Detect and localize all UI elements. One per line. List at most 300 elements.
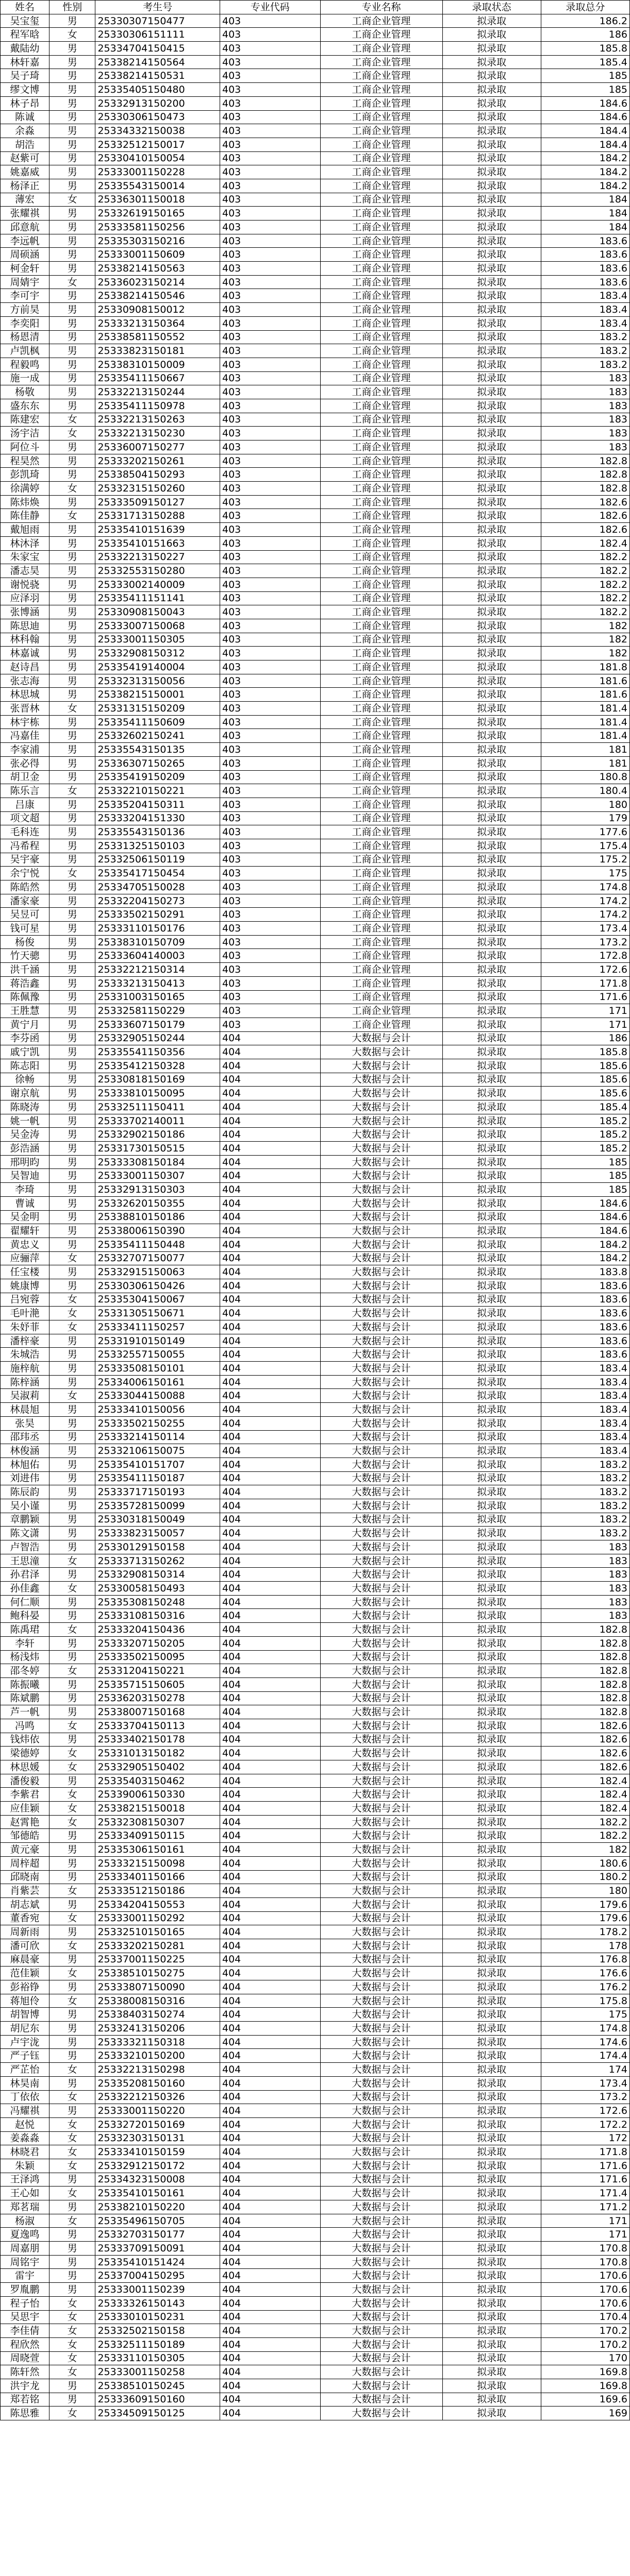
cell-major-code: 404 [220, 2104, 320, 2118]
cell-admission-status: 拟录取 [442, 647, 541, 660]
cell-admission-status: 拟录取 [442, 1527, 541, 1540]
cell-major-code: 403 [220, 262, 320, 276]
cell-total-score: 173.4 [541, 922, 629, 936]
cell-admission-status: 拟录取 [442, 2145, 541, 2159]
cell-name: 梁德婷 [1, 1747, 49, 1760]
table-row [1, 303, 630, 317]
cell-name: 林思城 [1, 688, 49, 702]
table-row [1, 2214, 630, 2228]
table-row [1, 1568, 630, 1582]
cell-total-score: 183 [541, 1609, 629, 1623]
cell-gender: 男 [49, 1458, 95, 1471]
cell-name: 陈振曦 [1, 1677, 49, 1691]
table-row [1, 262, 630, 276]
cell-total-score: 181 [541, 756, 629, 770]
cell-admission-status: 拟录取 [442, 2008, 541, 2022]
cell-candidate-id: 25336007150277 [95, 440, 220, 454]
cell-admission-status: 拟录取 [442, 1169, 541, 1183]
cell-total-score: 182.6 [541, 1719, 629, 1733]
cell-major-code: 404 [220, 2283, 320, 2297]
cell-candidate-id: 25332908150314 [95, 1568, 220, 1582]
cell-gender: 女 [49, 275, 95, 289]
cell-admission-status: 拟录取 [442, 2214, 541, 2228]
cell-total-score: 183.6 [541, 248, 629, 262]
table-row [1, 69, 630, 83]
cell-total-score: 183.6 [541, 1334, 629, 1348]
cell-admission-status: 拟录取 [442, 28, 541, 42]
cell-name: 吴金明 [1, 1210, 49, 1224]
cell-major-name: 大数据与会计 [320, 1925, 442, 1939]
table-row [1, 1650, 630, 1664]
cell-major-code: 404 [220, 1843, 320, 1857]
cell-admission-status: 拟录取 [442, 990, 541, 1004]
cell-name: 朱颖 [1, 2159, 49, 2173]
cell-candidate-id: 25333717150193 [95, 1485, 220, 1499]
cell-major-code: 404 [220, 1884, 320, 1898]
cell-name: 胡浩 [1, 138, 49, 151]
cell-total-score: 183.6 [541, 1279, 629, 1293]
cell-admission-status: 拟录取 [442, 316, 541, 330]
table-row [1, 1994, 630, 2008]
cell-total-score: 182.2 [541, 1829, 629, 1843]
cell-major-code: 404 [220, 1911, 320, 1925]
cell-major-name: 工商企业管理 [320, 83, 442, 97]
cell-total-score: 183 [541, 1568, 629, 1582]
cell-total-score: 182.2 [541, 550, 629, 564]
table-row [1, 880, 630, 894]
table-row [1, 275, 630, 289]
cell-candidate-id: 25335411150667 [95, 371, 220, 385]
cell-major-name: 工商企业管理 [320, 839, 442, 853]
cell-major-code: 404 [220, 2255, 320, 2269]
cell-major-code: 404 [220, 2310, 320, 2324]
cell-candidate-id: 25332502150158 [95, 2324, 220, 2338]
cell-name: 林轩嘉 [1, 55, 49, 69]
cell-total-score: 181.4 [541, 729, 629, 743]
cell-major-name: 工商企业管理 [320, 55, 442, 69]
cell-admission-status: 拟录取 [442, 976, 541, 990]
table-row [1, 894, 630, 908]
cell-name: 卢凯枫 [1, 344, 49, 358]
cell-candidate-id: 25333110150176 [95, 922, 220, 936]
cell-major-name: 大数据与会计 [320, 1142, 442, 1156]
cell-major-code: 403 [220, 207, 320, 221]
cell-gender: 男 [49, 2008, 95, 2022]
cell-name: 柯金轩 [1, 262, 49, 276]
cell-admission-status: 拟录取 [442, 1059, 541, 1073]
table-row [1, 1499, 630, 1513]
cell-gender: 男 [49, 1843, 95, 1857]
cell-candidate-id: 25332213150244 [95, 385, 220, 399]
cell-candidate-id: 25338008150316 [95, 1994, 220, 2008]
cell-total-score: 171 [541, 2228, 629, 2242]
cell-admission-status: 拟录取 [442, 2351, 541, 2365]
cell-major-name: 大数据与会计 [320, 2022, 442, 2036]
cell-gender: 女 [49, 1251, 95, 1265]
table-row [1, 619, 630, 633]
table-row [1, 1815, 630, 1829]
cell-total-score: 182.6 [541, 1760, 629, 1774]
cell-candidate-id: 25333204150436 [95, 1623, 220, 1637]
table-row [1, 371, 630, 385]
cell-major-name: 大数据与会计 [320, 1843, 442, 1857]
cell-admission-status: 拟录取 [442, 1018, 541, 1031]
cell-gender: 女 [49, 1939, 95, 1953]
header-row [1, 1, 630, 14]
cell-major-name: 工商企业管理 [320, 880, 442, 894]
table-row [1, 1980, 630, 1994]
cell-major-name: 大数据与会计 [320, 1279, 442, 1293]
cell-gender: 男 [49, 1444, 95, 1458]
table-row [1, 2351, 630, 2365]
cell-gender: 男 [49, 289, 95, 303]
cell-name: 吴宇豪 [1, 853, 49, 867]
cell-total-score: 171.4 [541, 2187, 629, 2200]
cell-major-name: 大数据与会计 [320, 1609, 442, 1623]
cell-major-name: 工商企业管理 [320, 619, 442, 633]
cell-candidate-id: 25338510150245 [95, 2379, 220, 2393]
cell-major-code: 404 [220, 1362, 320, 1376]
cell-name: 陈建宏 [1, 413, 49, 427]
cell-major-code: 403 [220, 564, 320, 578]
cell-name: 陈思雅 [1, 2406, 49, 2420]
cell-name: 邵冬婷 [1, 1664, 49, 1678]
cell-admission-status: 拟录取 [442, 935, 541, 949]
cell-major-code: 404 [220, 2145, 320, 2159]
cell-candidate-id: 25338581150552 [95, 330, 220, 344]
cell-admission-status: 拟录取 [442, 151, 541, 165]
cell-major-name: 工商企业管理 [320, 14, 442, 28]
cell-major-code: 404 [220, 2296, 320, 2310]
cell-gender: 男 [49, 1142, 95, 1156]
cell-gender: 女 [49, 2351, 95, 2365]
cell-admission-status: 拟录取 [442, 96, 541, 110]
table-row [1, 853, 630, 867]
cell-candidate-id: 25333410150159 [95, 2145, 220, 2159]
cell-total-score: 185.8 [541, 1045, 629, 1059]
cell-major-name: 工商企业管理 [320, 660, 442, 674]
header-name: 姓名 [1, 1, 49, 14]
cell-total-score: 182 [541, 1843, 629, 1857]
cell-total-score: 182.2 [541, 591, 629, 605]
cell-admission-status: 拟录取 [442, 1568, 541, 1582]
cell-major-code: 403 [220, 702, 320, 716]
cell-name: 李家浦 [1, 743, 49, 757]
cell-name: 陈思迪 [1, 619, 49, 633]
cell-candidate-id: 25335403150462 [95, 1774, 220, 1788]
cell-gender: 男 [49, 1265, 95, 1279]
cell-admission-status: 拟录取 [442, 1623, 541, 1637]
cell-admission-status: 拟录取 [442, 2296, 541, 2310]
cell-major-code: 403 [220, 908, 320, 922]
cell-total-score: 183.4 [541, 316, 629, 330]
cell-candidate-id: 25333001150307 [95, 1169, 220, 1183]
cell-major-code: 404 [220, 1293, 320, 1307]
table-row [1, 1073, 630, 1087]
cell-major-name: 大数据与会计 [320, 1664, 442, 1678]
cell-candidate-id: 25335417150454 [95, 867, 220, 880]
cell-admission-status: 拟录取 [442, 1362, 541, 1376]
cell-gender: 女 [49, 2214, 95, 2228]
table-row [1, 990, 630, 1004]
cell-gender: 女 [49, 1307, 95, 1320]
cell-admission-status: 拟录取 [442, 1238, 541, 1251]
cell-name: 吕康 [1, 798, 49, 811]
cell-name: 严子钰 [1, 2049, 49, 2063]
cell-admission-status: 拟录取 [442, 784, 541, 798]
cell-major-code: 404 [220, 1251, 320, 1265]
cell-candidate-id: 25332581150229 [95, 1004, 220, 1018]
cell-major-code: 404 [220, 2035, 320, 2049]
cell-major-code: 403 [220, 69, 320, 83]
cell-admission-status: 拟录取 [442, 1677, 541, 1691]
cell-admission-status: 拟录取 [442, 2159, 541, 2173]
cell-name: 孙佳鑫 [1, 1582, 49, 1596]
cell-candidate-id: 25335410151424 [95, 2255, 220, 2269]
cell-name: 程昊然 [1, 454, 49, 468]
table-row [1, 578, 630, 591]
table-row [1, 1375, 630, 1389]
cell-candidate-id: 25338210150220 [95, 2200, 220, 2214]
table-row [1, 839, 630, 853]
cell-major-name: 工商企业管理 [320, 399, 442, 413]
cell-total-score: 183.4 [541, 1444, 629, 1458]
cell-name: 丁依依 [1, 2090, 49, 2104]
cell-name: 张博涵 [1, 605, 49, 619]
cell-candidate-id: 25332210150221 [95, 784, 220, 798]
cell-name: 陈禹珺 [1, 1623, 49, 1637]
cell-candidate-id: 25331713150288 [95, 509, 220, 523]
cell-major-name: 大数据与会计 [320, 1471, 442, 1485]
cell-name: 潘梓豪 [1, 1334, 49, 1348]
cell-total-score: 170.2 [541, 2324, 629, 2338]
cell-candidate-id: 25333202150261 [95, 454, 220, 468]
cell-major-name: 工商企业管理 [320, 633, 442, 647]
cell-major-name: 大数据与会计 [320, 1238, 442, 1251]
cell-candidate-id: 25332511150411 [95, 1100, 220, 1114]
cell-major-name: 工商企业管理 [320, 935, 442, 949]
cell-gender: 女 [49, 1967, 95, 1980]
cell-gender: 男 [49, 949, 95, 963]
cell-gender: 男 [49, 536, 95, 550]
cell-candidate-id: 25333215150098 [95, 1856, 220, 1870]
cell-major-code: 404 [220, 1210, 320, 1224]
cell-admission-status: 拟录取 [442, 1210, 541, 1224]
cell-major-name: 大数据与会计 [320, 1747, 442, 1760]
cell-total-score: 182.8 [541, 1636, 629, 1650]
cell-major-name: 大数据与会计 [320, 1719, 442, 1733]
cell-gender: 男 [49, 1691, 95, 1705]
cell-candidate-id: 25333108150316 [95, 1609, 220, 1623]
cell-major-name: 工商企业管理 [320, 564, 442, 578]
cell-admission-status: 拟录取 [442, 330, 541, 344]
cell-admission-status: 拟录取 [442, 83, 541, 97]
table-row [1, 1210, 630, 1224]
cell-candidate-id: 25335410150161 [95, 2187, 220, 2200]
cell-major-name: 大数据与会计 [320, 2393, 442, 2406]
cell-candidate-id: 25335405150480 [95, 83, 220, 97]
cell-gender: 男 [49, 1650, 95, 1664]
cell-admission-status: 拟录取 [442, 1045, 541, 1059]
cell-candidate-id: 25334705150028 [95, 880, 220, 894]
cell-candidate-id: 25333604140003 [95, 949, 220, 963]
table-row [1, 1527, 630, 1540]
cell-admission-status: 拟录取 [442, 1953, 541, 1967]
cell-major-code: 403 [220, 454, 320, 468]
cell-candidate-id: 25333110150305 [95, 2351, 220, 2365]
cell-major-name: 大数据与会计 [320, 1114, 442, 1128]
cell-major-name: 大数据与会计 [320, 1897, 442, 1911]
table-row [1, 1471, 630, 1485]
cell-name: 程子怡 [1, 2296, 49, 2310]
cell-name: 杨恩清 [1, 330, 49, 344]
cell-major-name: 大数据与会计 [320, 2159, 442, 2173]
cell-total-score: 184.2 [541, 1238, 629, 1251]
cell-major-name: 工商企业管理 [320, 28, 442, 42]
table-row [1, 124, 630, 138]
table-row [1, 1430, 630, 1444]
cell-admission-status: 拟录取 [442, 234, 541, 248]
table-row [1, 591, 630, 605]
cell-name: 夏逸鸣 [1, 2228, 49, 2242]
cell-total-score: 184.2 [541, 179, 629, 193]
cell-major-name: 工商企业管理 [320, 811, 442, 825]
cell-admission-status: 拟录取 [442, 248, 541, 262]
cell-major-code: 403 [220, 880, 320, 894]
cell-candidate-id: 25335543150135 [95, 743, 220, 757]
cell-major-name: 大数据与会计 [320, 1224, 442, 1238]
cell-name: 芦一帆 [1, 1705, 49, 1719]
cell-admission-status: 拟录取 [442, 1183, 541, 1197]
cell-candidate-id: 25333321150318 [95, 2035, 220, 2049]
table-row [1, 1788, 630, 1802]
cell-admission-status: 拟录取 [442, 413, 541, 427]
cell-gender: 男 [49, 1540, 95, 1554]
cell-admission-status: 拟录取 [442, 660, 541, 674]
cell-major-code: 403 [220, 743, 320, 757]
table-row [1, 1582, 630, 1596]
cell-total-score: 180.6 [541, 1856, 629, 1870]
cell-total-score: 183.6 [541, 234, 629, 248]
cell-major-code: 404 [220, 1677, 320, 1691]
cell-name: 周铭宇 [1, 2255, 49, 2269]
cell-admission-status: 拟录取 [442, 2283, 541, 2297]
cell-major-name: 工商企业管理 [320, 207, 442, 221]
cell-admission-status: 拟录取 [442, 1582, 541, 1596]
cell-major-name: 工商企业管理 [320, 1018, 442, 1031]
cell-major-name: 大数据与会计 [320, 2090, 442, 2104]
cell-name: 蒋旭伶 [1, 1994, 49, 2008]
cell-admission-status: 拟录取 [442, 427, 541, 440]
table-row [1, 482, 630, 496]
cell-name: 陈辰韵 [1, 1485, 49, 1499]
cell-total-score: 184.6 [541, 96, 629, 110]
cell-name: 陈佳静 [1, 509, 49, 523]
cell-gender: 女 [49, 2159, 95, 2173]
cell-major-name: 工商企业管理 [320, 798, 442, 811]
cell-total-score: 170 [541, 2351, 629, 2365]
cell-name: 李轩 [1, 1636, 49, 1650]
table-row [1, 2022, 630, 2036]
cell-name: 吴小谨 [1, 1499, 49, 1513]
table-row [1, 1911, 630, 1925]
table-row [1, 2117, 630, 2131]
table-row [1, 440, 630, 454]
cell-major-name: 工商企业管理 [320, 578, 442, 591]
cell-major-code: 404 [220, 2187, 320, 2200]
cell-major-code: 403 [220, 83, 320, 97]
cell-total-score: 182 [541, 633, 629, 647]
cell-gender: 女 [49, 1623, 95, 1637]
cell-major-code: 404 [220, 2337, 320, 2351]
cell-total-score: 183.4 [541, 1375, 629, 1389]
cell-major-name: 大数据与会计 [320, 1196, 442, 1210]
cell-gender: 女 [49, 1320, 95, 1334]
cell-major-name: 大数据与会计 [320, 1169, 442, 1183]
cell-major-code: 403 [220, 811, 320, 825]
cell-admission-status: 拟录取 [442, 55, 541, 69]
cell-major-name: 工商企业管理 [320, 867, 442, 880]
cell-major-code: 404 [220, 2063, 320, 2077]
cell-major-code: 404 [220, 1307, 320, 1320]
cell-admission-status: 拟录取 [442, 688, 541, 702]
cell-major-code: 403 [220, 536, 320, 550]
cell-admission-status: 拟录取 [442, 179, 541, 193]
cell-admission-status: 拟录取 [442, 289, 541, 303]
cell-gender: 女 [49, 2296, 95, 2310]
cell-candidate-id: 25335496150705 [95, 2214, 220, 2228]
cell-total-score: 174.8 [541, 880, 629, 894]
cell-gender: 男 [49, 1403, 95, 1417]
cell-total-score: 183.4 [541, 1362, 629, 1376]
cell-gender: 男 [49, 564, 95, 578]
cell-candidate-id: 25336203150278 [95, 1691, 220, 1705]
table-row [1, 1925, 630, 1939]
cell-major-name: 大数据与会计 [320, 1815, 442, 1829]
cell-gender: 女 [49, 2145, 95, 2159]
cell-candidate-id: 25335410151639 [95, 523, 220, 537]
table-row [1, 2337, 630, 2351]
cell-major-name: 大数据与会计 [320, 1540, 442, 1554]
cell-candidate-id: 25330410150054 [95, 151, 220, 165]
cell-major-name: 大数据与会计 [320, 2214, 442, 2228]
cell-major-code: 404 [220, 2351, 320, 2365]
cell-name: 王胜慧 [1, 1004, 49, 1018]
cell-major-code: 404 [220, 1595, 320, 1609]
cell-major-code: 404 [220, 1389, 320, 1403]
cell-admission-status: 拟录取 [442, 1499, 541, 1513]
cell-gender: 男 [49, 1499, 95, 1513]
cell-major-code: 403 [220, 770, 320, 784]
cell-admission-status: 拟录取 [442, 1994, 541, 2008]
cell-major-code: 404 [220, 1719, 320, 1733]
cell-gender: 男 [49, 935, 95, 949]
cell-candidate-id: 25335541150356 [95, 1045, 220, 1059]
cell-gender: 男 [49, 770, 95, 784]
cell-gender: 男 [49, 963, 95, 977]
table-row [1, 110, 630, 124]
cell-total-score: 183.2 [541, 330, 629, 344]
cell-candidate-id: 25338214150563 [95, 262, 220, 276]
cell-name: 施一成 [1, 371, 49, 385]
cell-gender: 男 [49, 1980, 95, 1994]
cell-major-code: 404 [220, 1994, 320, 2008]
cell-name: 杨敬 [1, 385, 49, 399]
cell-total-score: 179.6 [541, 1897, 629, 1911]
table-row [1, 976, 630, 990]
cell-major-name: 工商企业管理 [320, 110, 442, 124]
cell-gender: 男 [49, 1087, 95, 1100]
